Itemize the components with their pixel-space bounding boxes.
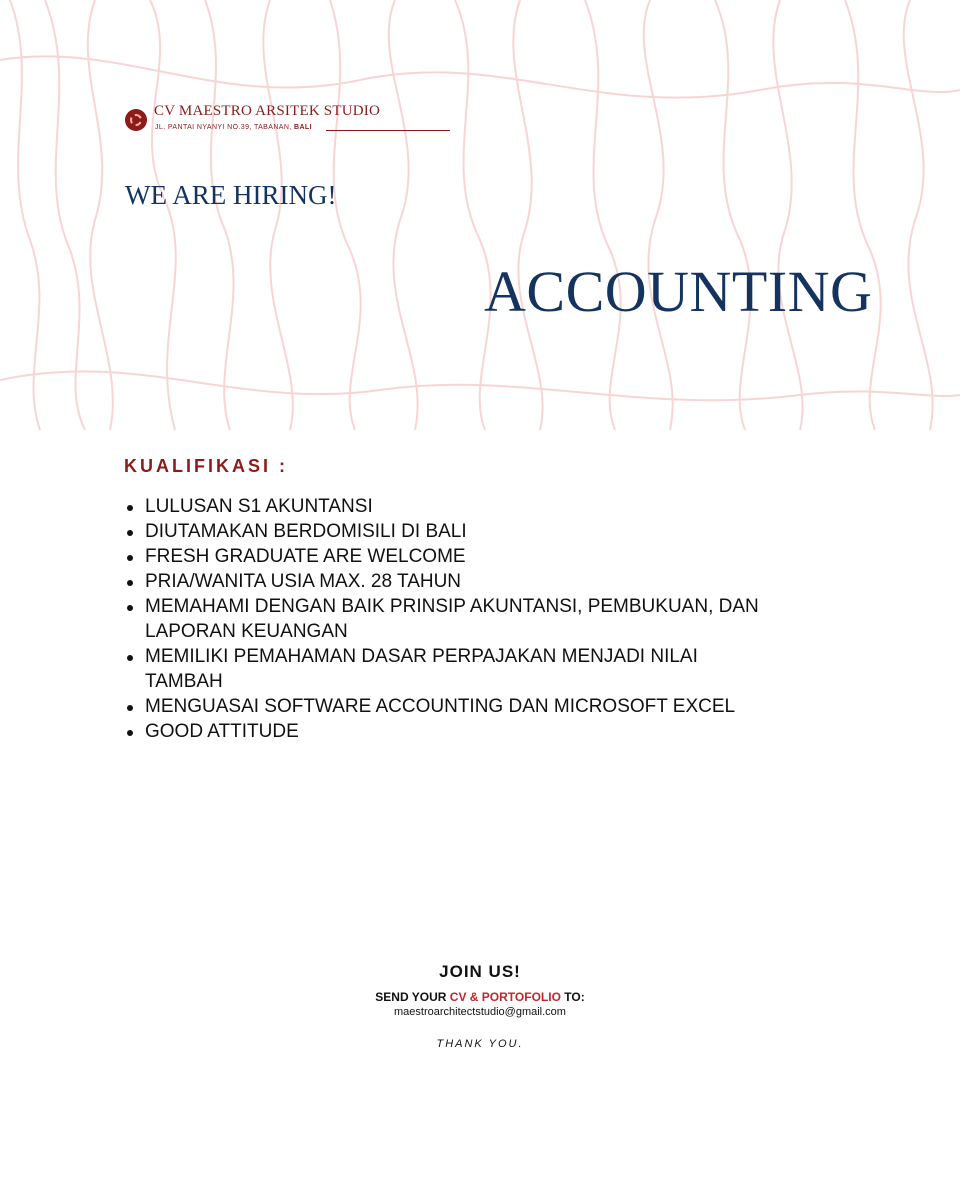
- header-divider: [326, 130, 450, 131]
- qualifications-title: KUALIFIKASI :: [124, 456, 288, 476]
- list-item: MEMAHAMI DENGAN BAIK PRINSIP AKUNTANSI, PEMBUKUAN, DAN LAPORAN KEUANGAN: [125, 594, 765, 644]
- list-item: LULUSAN S1 AKUNTANSI: [125, 494, 765, 519]
- list-item: DIUTAMAKAN BERDOMISILI DI BALI: [125, 519, 765, 544]
- qualifications-list: [125, 494, 765, 744]
- company-address: JL. PANTAI NYANYI NO.39, TABANAN, BALI: [155, 124, 312, 131]
- thank-you-note: THANK YOU.: [436, 1038, 524, 1050]
- contact-email[interactable]: maestroarchitectstudio@gmail.com: [394, 1006, 566, 1018]
- list-item: GOOD ATTITUDE: [125, 719, 765, 744]
- list-item: MEMILIKI PEMAHAMAN DASAR PERPAJAKAN MENJADI NILAI TAMBAH: [125, 644, 765, 694]
- send-instructions: SEND YOUR CV & PORTOFOLIO TO:: [375, 990, 585, 1004]
- cv-portfolio-highlight: CV & PORTOFOLIO: [449, 990, 561, 1004]
- join-us-heading: JOIN US!: [439, 962, 521, 981]
- position-title: ACCOUNTING: [484, 259, 873, 324]
- list-item: PRIA/WANITA USIA MAX. 28 TAHUN: [125, 569, 765, 594]
- list-item: MENGUASAI SOFTWARE ACCOUNTING DAN MICROSOFT EXCEL: [125, 694, 765, 719]
- company-name: CV MAESTRO ARSITEK STUDIO: [154, 103, 380, 119]
- list-item: FRESH GRADUATE ARE WELCOME: [125, 544, 765, 569]
- sun-logo-icon: [125, 109, 147, 131]
- background-wave-pattern: [0, 0, 960, 430]
- hiring-heading: WE ARE HIRING!: [125, 180, 337, 210]
